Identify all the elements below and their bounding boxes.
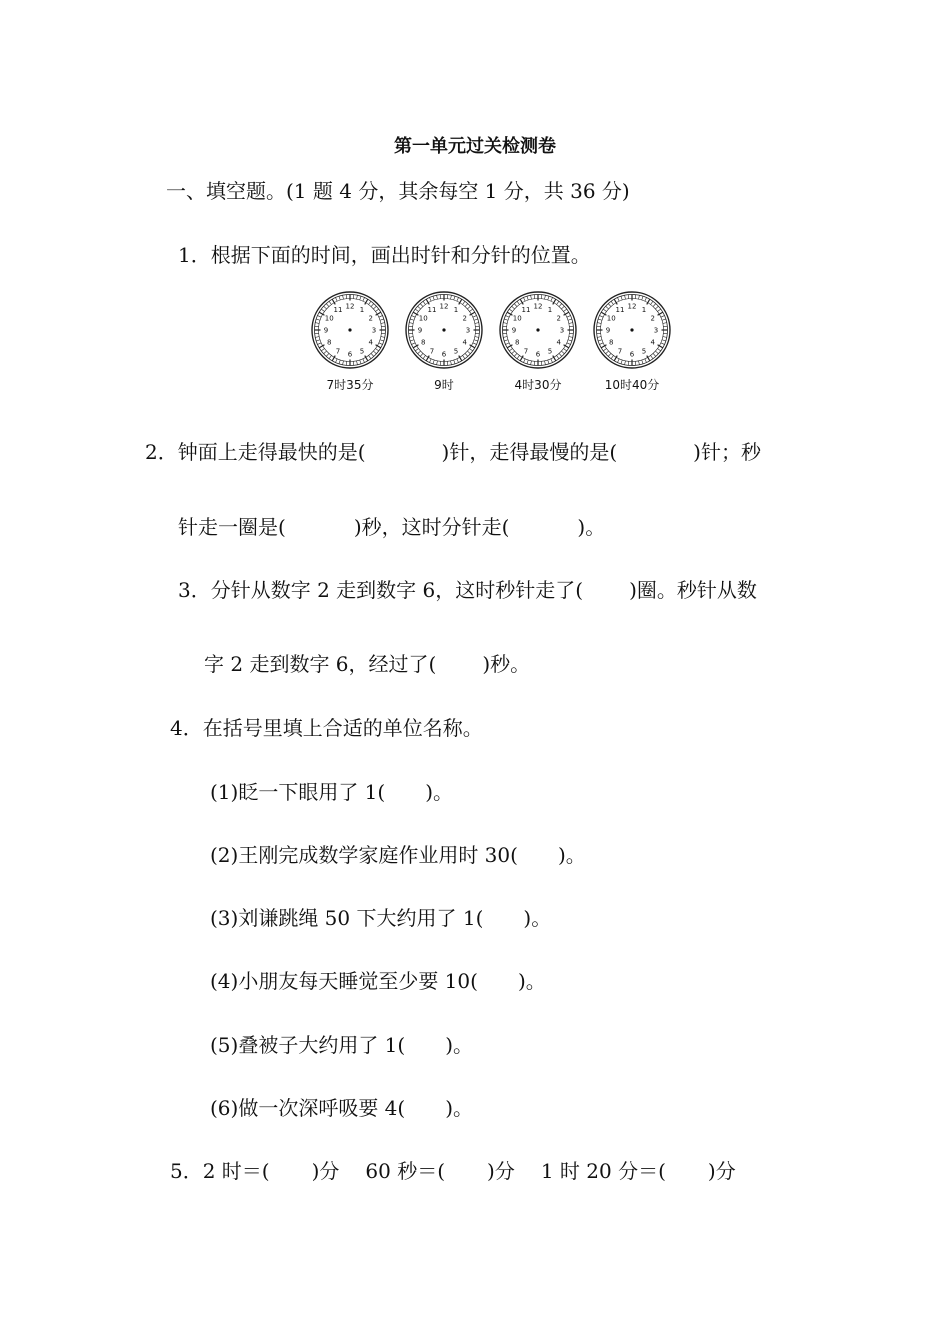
clock-label: 4时30分 — [514, 378, 562, 392]
svg-text:3: 3 — [559, 326, 565, 335]
svg-text:11: 11 — [333, 305, 343, 314]
svg-text:11: 11 — [521, 305, 531, 314]
question-4-item: (3)刘谦跳绳 50 下大约用了 1( )。 — [210, 906, 552, 930]
svg-text:2: 2 — [462, 314, 468, 323]
question-2-line-1: 2．钟面上走得最快的是( )针，走得最慢的是( )针；秒 — [145, 440, 761, 464]
question-4: 4．在括号里填上合适的单位名称。 — [170, 716, 483, 740]
page-title: 第一单元过关检测卷 — [394, 136, 556, 157]
svg-text:1: 1 — [453, 305, 459, 314]
question-3-line-1: 3．分针从数字 2 走到数字 6，这时秒针走了( )圈。秒针从数 — [178, 578, 757, 602]
clock-label: 10时40分 — [604, 378, 660, 392]
svg-text:6: 6 — [629, 350, 635, 359]
question-3-line-2: 字 2 走到数字 6，经过了( )秒。 — [204, 652, 531, 676]
svg-text:10: 10 — [512, 314, 522, 323]
section-heading: 一、填空题。(1 题 4 分，其余每空 1 分，共 36 分) — [166, 179, 630, 203]
svg-text:8: 8 — [514, 338, 520, 347]
svg-text:5: 5 — [359, 347, 365, 356]
question-4-item: (4)小朋友每天睡觉至少要 10( )。 — [210, 969, 546, 993]
svg-text:12: 12 — [627, 302, 637, 311]
svg-text:7: 7 — [335, 347, 341, 356]
svg-text:2: 2 — [650, 314, 656, 323]
clock-label: 7时35分 — [326, 378, 374, 392]
clock-label: 9时 — [434, 378, 454, 392]
svg-text:1: 1 — [547, 305, 553, 314]
svg-text:10: 10 — [606, 314, 616, 323]
clock-face-icon[interactable] — [498, 290, 578, 370]
svg-text:12: 12 — [533, 302, 543, 311]
svg-text:3: 3 — [465, 326, 471, 335]
svg-text:11: 11 — [615, 305, 625, 314]
clock-face-icon[interactable] — [592, 290, 672, 370]
clock-row — [310, 290, 690, 400]
question-2-line-2: 针走一圈是( )秒，这时分针走( )。 — [178, 515, 606, 539]
question-4-item: (1)眨一下眼用了 1( )。 — [210, 780, 454, 804]
svg-text:2: 2 — [556, 314, 562, 323]
svg-text:6: 6 — [441, 350, 447, 359]
svg-text:3: 3 — [653, 326, 659, 335]
svg-text:10: 10 — [418, 314, 428, 323]
question-4-item: (5)叠被子大约用了 1( )。 — [210, 1033, 474, 1057]
svg-text:5: 5 — [547, 347, 553, 356]
svg-text:3: 3 — [371, 326, 377, 335]
svg-text:8: 8 — [608, 338, 614, 347]
svg-text:7: 7 — [429, 347, 435, 356]
question-4-item: (6)做一次深呼吸要 4( )。 — [210, 1096, 474, 1120]
svg-text:12: 12 — [345, 302, 355, 311]
svg-text:8: 8 — [420, 338, 426, 347]
svg-text:10: 10 — [324, 314, 334, 323]
svg-text:5: 5 — [453, 347, 459, 356]
svg-text:7: 7 — [617, 347, 623, 356]
svg-text:11: 11 — [427, 305, 437, 314]
clock-face-icon[interactable] — [310, 290, 390, 370]
question-5: 5．2 时＝( )分 60 秒＝( )分 1 时 20 分＝( )分 — [170, 1159, 736, 1183]
clock-face-icon[interactable] — [404, 290, 484, 370]
svg-text:4: 4 — [368, 338, 374, 347]
svg-text:6: 6 — [535, 350, 541, 359]
svg-text:7: 7 — [523, 347, 529, 356]
svg-text:4: 4 — [462, 338, 468, 347]
svg-text:6: 6 — [347, 350, 353, 359]
svg-text:9: 9 — [605, 326, 611, 335]
svg-text:9: 9 — [417, 326, 423, 335]
svg-text:12: 12 — [439, 302, 449, 311]
svg-text:4: 4 — [650, 338, 656, 347]
svg-text:5: 5 — [641, 347, 647, 356]
svg-text:1: 1 — [641, 305, 647, 314]
question-4-item: (2)王刚完成数学家庭作业用时 30( )。 — [210, 843, 586, 867]
svg-text:1: 1 — [359, 305, 365, 314]
svg-text:2: 2 — [368, 314, 374, 323]
svg-text:9: 9 — [323, 326, 329, 335]
svg-text:8: 8 — [326, 338, 332, 347]
svg-text:4: 4 — [556, 338, 562, 347]
question-1: 1．根据下面的时间，画出时针和分针的位置。 — [178, 243, 591, 267]
svg-text:9: 9 — [511, 326, 517, 335]
